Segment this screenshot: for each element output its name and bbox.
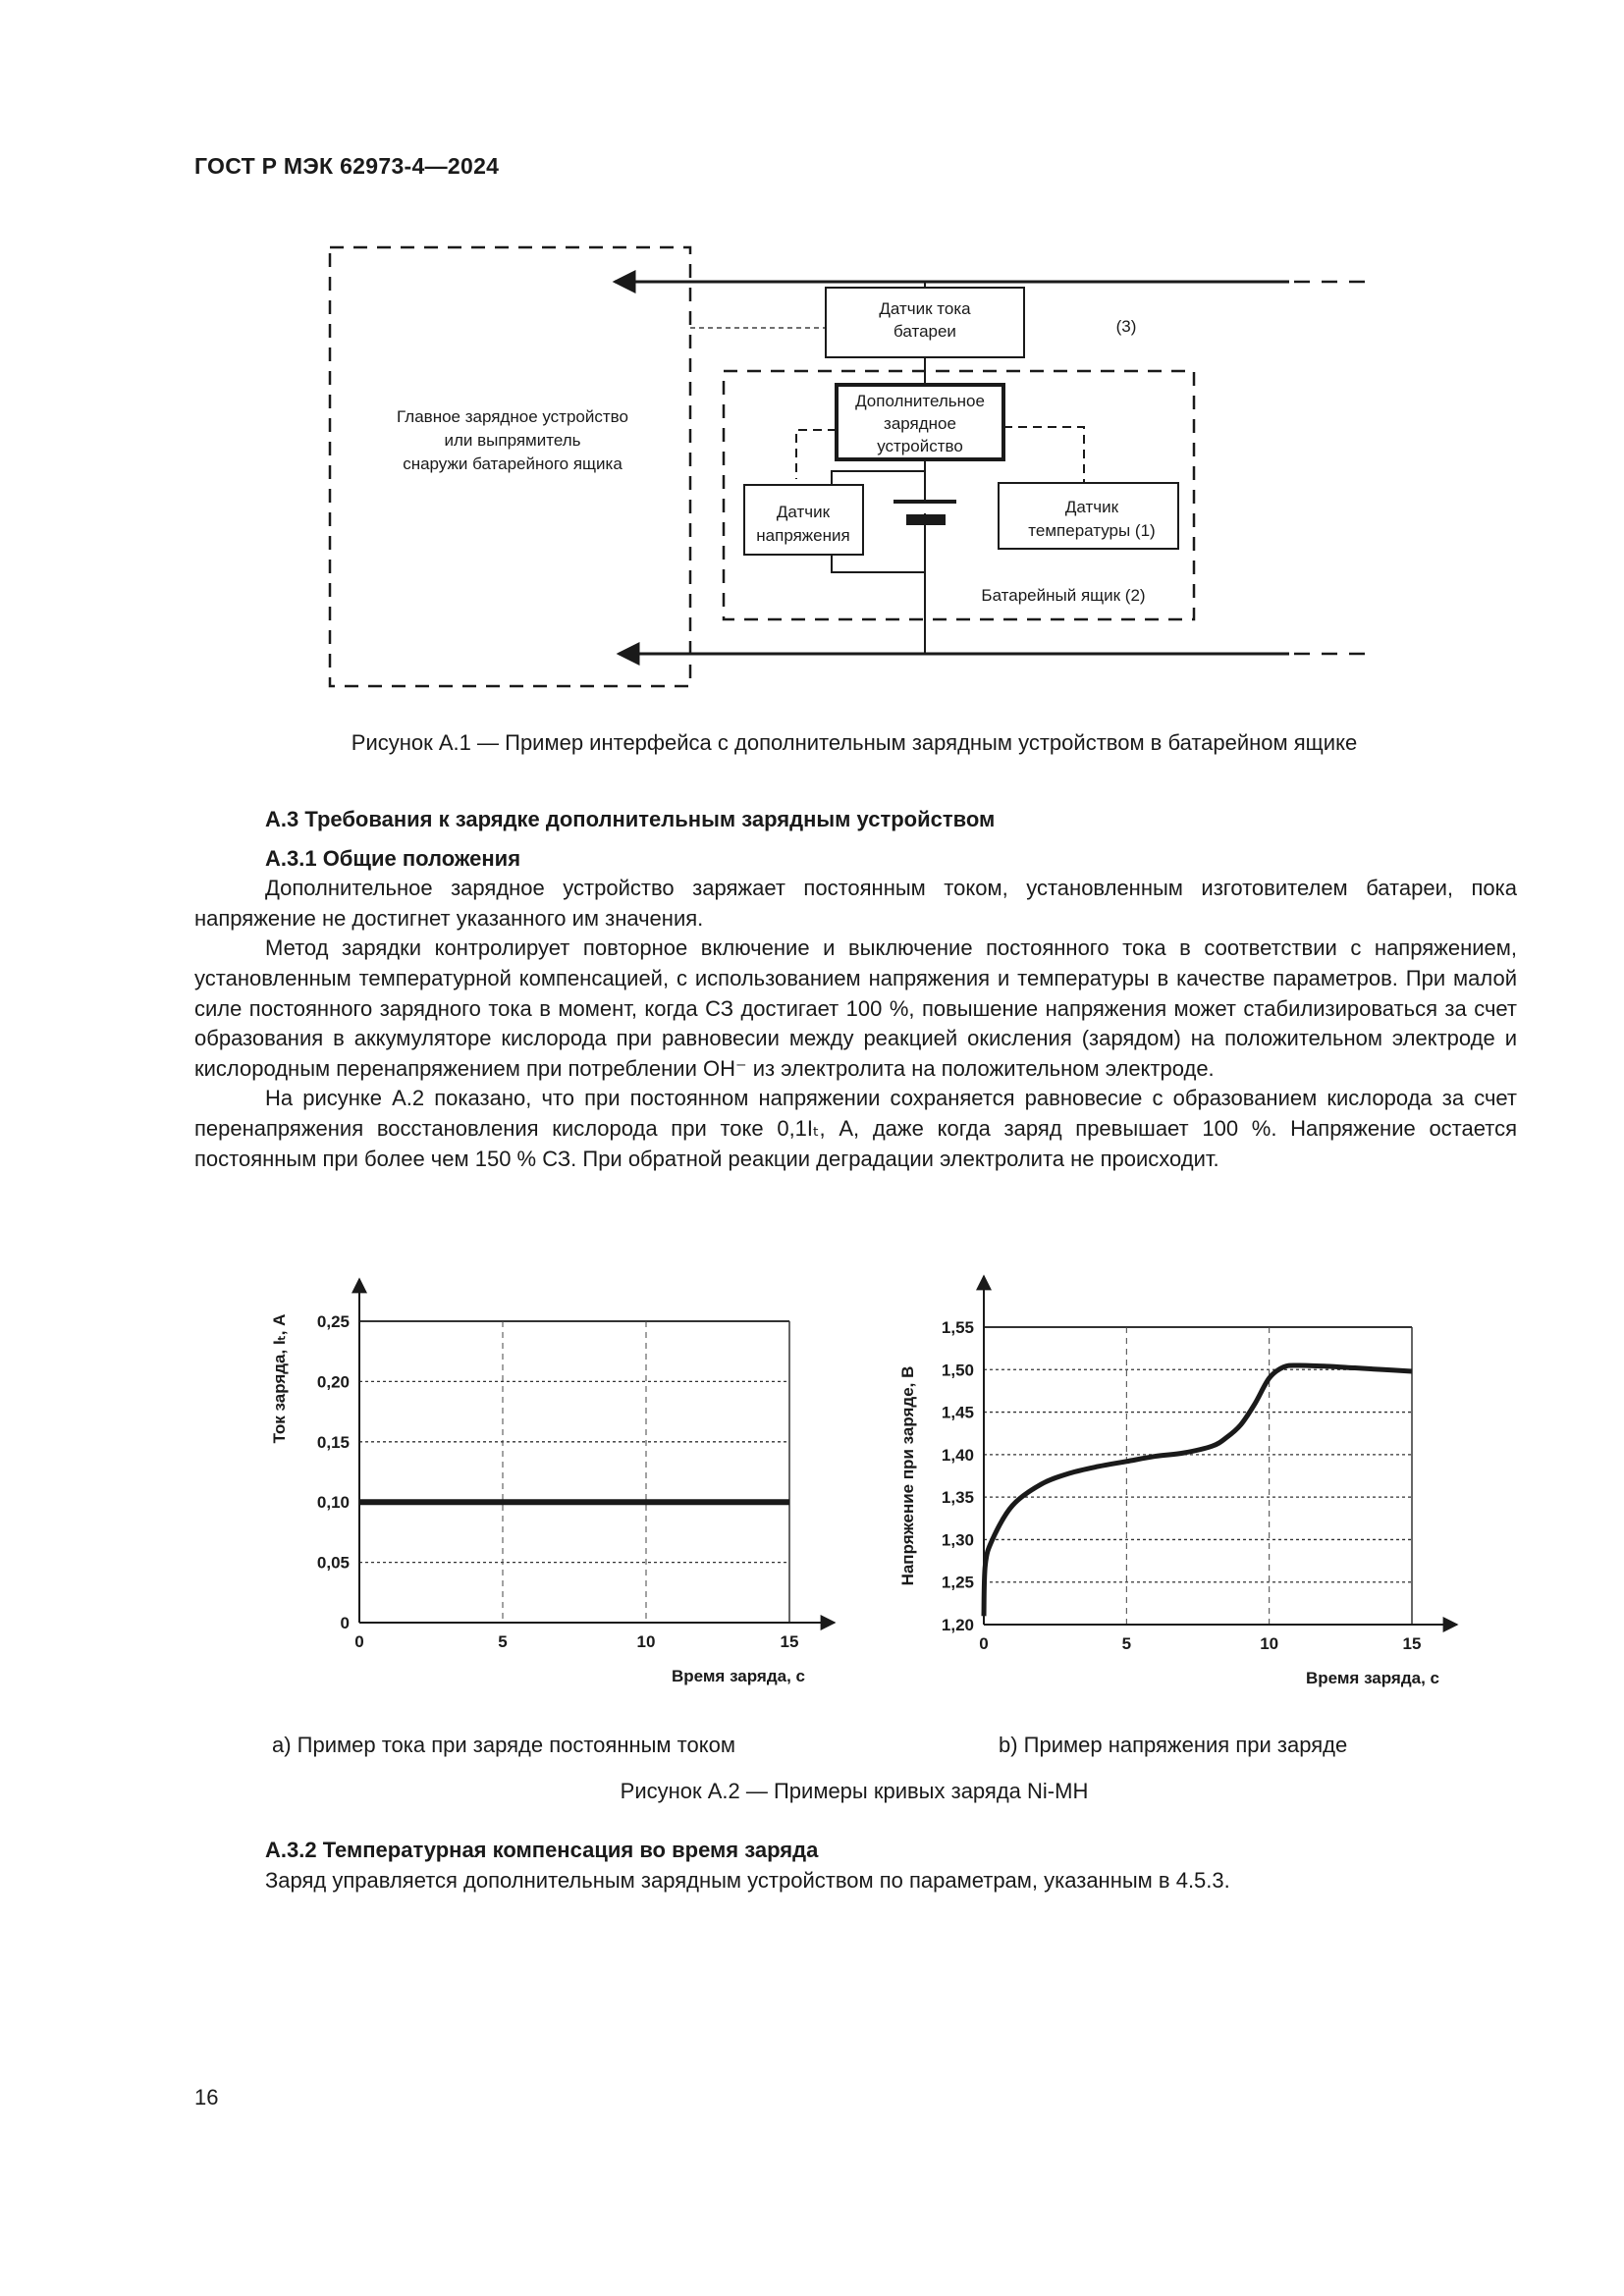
section-a31-heading: А.3.1 Общие положения bbox=[265, 845, 521, 871]
x-tick-label: 10 bbox=[1260, 1634, 1279, 1653]
figure-a1-caption: Рисунок А.1 — Пример интерфейса с дополнительным зарядным устройством в батарейном ящике bbox=[351, 730, 1358, 755]
paragraph: На рисунке А.2 показано, что при постоянном напряжении сохраняется равновесие с образованием кислорода за счет перенапряжения восстановления кислорода при токе 0,1Iₜ, А, даже когда заряд превышает 100 %. Напряжение остается постоянным при более чем 150 % СЗ. При обратной реакции деградации электролита не происходит. bbox=[194, 1086, 1517, 1171]
x-tick-label: 5 bbox=[1121, 1634, 1132, 1653]
document-header: ГОСТ Р МЭК 62973-4—2024 bbox=[194, 153, 500, 179]
y-tick-label: 1,45 bbox=[941, 1403, 974, 1422]
y-tick-label: 1,40 bbox=[941, 1445, 974, 1465]
current-sensor-label-2: батареи bbox=[893, 322, 956, 341]
voltage-sensor-label-2: напряжения bbox=[756, 526, 850, 545]
main-charger-label-1: Главное зарядное устройство bbox=[397, 407, 628, 426]
voltage-sensor-top-wire bbox=[832, 471, 925, 485]
x-tick-label: 5 bbox=[498, 1632, 508, 1651]
chart-voltage bbox=[898, 1276, 1457, 1687]
section-a3-heading: А.3 Требования к зарядке дополнительным зарядным устройством bbox=[265, 807, 996, 831]
x-axis-label: Время заряда, с bbox=[1305, 1669, 1439, 1687]
y-tick-label: 1,25 bbox=[941, 1573, 974, 1592]
y-tick-label: 1,35 bbox=[941, 1488, 974, 1508]
voltage-sensor-label-1: Датчик bbox=[776, 503, 831, 521]
voltage-signal-dashed bbox=[796, 430, 837, 479]
temp-signal-dashed bbox=[1003, 427, 1084, 483]
current-sensor-label-1: Датчик тока bbox=[879, 299, 971, 318]
x-tick-label: 10 bbox=[636, 1632, 656, 1651]
y-tick-label: 0 bbox=[340, 1614, 350, 1632]
y-tick-label: 0,05 bbox=[316, 1553, 350, 1573]
section-a32-heading: А.3.2 Температурная компенсация во время заряда bbox=[265, 1838, 819, 1862]
aux-charger-label-1: Дополнительное bbox=[855, 392, 985, 410]
figure-a1-labels bbox=[397, 299, 1156, 605]
paragraph: Заряд управляется дополнительным зарядным устройством по параметрам, указанным в 4.5.3. bbox=[265, 1867, 1230, 1893]
temp-sensor-label-1: Датчик bbox=[1064, 498, 1119, 516]
y-axis-label: Ток заряда, Iₜ, А bbox=[270, 1313, 289, 1444]
x-tick-label: 0 bbox=[979, 1634, 989, 1653]
temp-sensor-label-2: температуры (1) bbox=[1028, 521, 1156, 540]
page-number: 16 bbox=[194, 2085, 219, 2109]
series-line-voltage bbox=[984, 1365, 1412, 1616]
battery-plate-short bbox=[906, 514, 946, 525]
y-tick-label: 0,25 bbox=[316, 1312, 350, 1331]
y-tick-label: 0,10 bbox=[316, 1493, 350, 1513]
section-a3 bbox=[194, 805, 1517, 1174]
y-tick-label: 1,55 bbox=[941, 1318, 974, 1337]
y-tick-label: 1,20 bbox=[941, 1616, 974, 1634]
chart-current bbox=[270, 1279, 835, 1685]
figure-a2-subcaption-b: b) Пример напряжения при заряде bbox=[999, 1733, 1348, 1757]
main-charger-label-3: снаружи батарейного ящика bbox=[403, 454, 623, 473]
voltage-sensor-bottom-wire bbox=[832, 555, 925, 572]
battery-cell-gap bbox=[913, 504, 937, 513]
paragraph: Метод зарядки контролирует повторное включение и выключение постоянного тока в соответствии с напряжением, установленным температурной компенсацией, с использованием напряжения и температуры в качестве параметров. При малой силе постоянного зарядного тока в момент, когда СЗ достигает 100 %, повышение напряжения может стабилизироваться за счет образования в аккумуляторе кислорода при равновесии между реакцией окисления (зарядом) на положительном электроде и кислородным перенапряжением при потреблении OH⁻ из электролита на положительном электроде. bbox=[194, 935, 1517, 1081]
y-tick-label: 1,50 bbox=[941, 1361, 974, 1380]
x-tick-label: 15 bbox=[1402, 1634, 1422, 1653]
y-tick-label: 0,15 bbox=[316, 1432, 350, 1452]
y-tick-label: 1,30 bbox=[941, 1530, 974, 1550]
figure-a2-subcaption-a: а) Пример тока при заряде постоянным током bbox=[272, 1733, 735, 1757]
y-axis-label: Напряжение при заряде, В bbox=[898, 1365, 917, 1586]
x-tick-label: 15 bbox=[780, 1632, 799, 1651]
x-axis-label: Время заряда, с bbox=[671, 1667, 805, 1685]
main-charger-label-2: или выпрямитель bbox=[444, 431, 581, 450]
figure-a2-caption: Рисунок А.2 — Примеры кривых заряда Ni-MH bbox=[620, 1779, 1089, 1803]
battery-box-label: Батарейный ящик (2) bbox=[981, 586, 1146, 605]
label-3: (3) bbox=[1115, 317, 1137, 336]
aux-charger-label-3: устройство bbox=[877, 437, 963, 455]
paragraph: Дополнительное зарядное устройство заряжает постоянным током, установленным изготовителем батареи, пока напряжение не достигнет указанного им значения. bbox=[194, 876, 1517, 931]
section-a32 bbox=[194, 1836, 1517, 1896]
y-tick-label: 0,20 bbox=[316, 1372, 350, 1392]
aux-charger-label-2: зарядное bbox=[884, 414, 956, 433]
x-tick-label: 0 bbox=[354, 1632, 364, 1651]
